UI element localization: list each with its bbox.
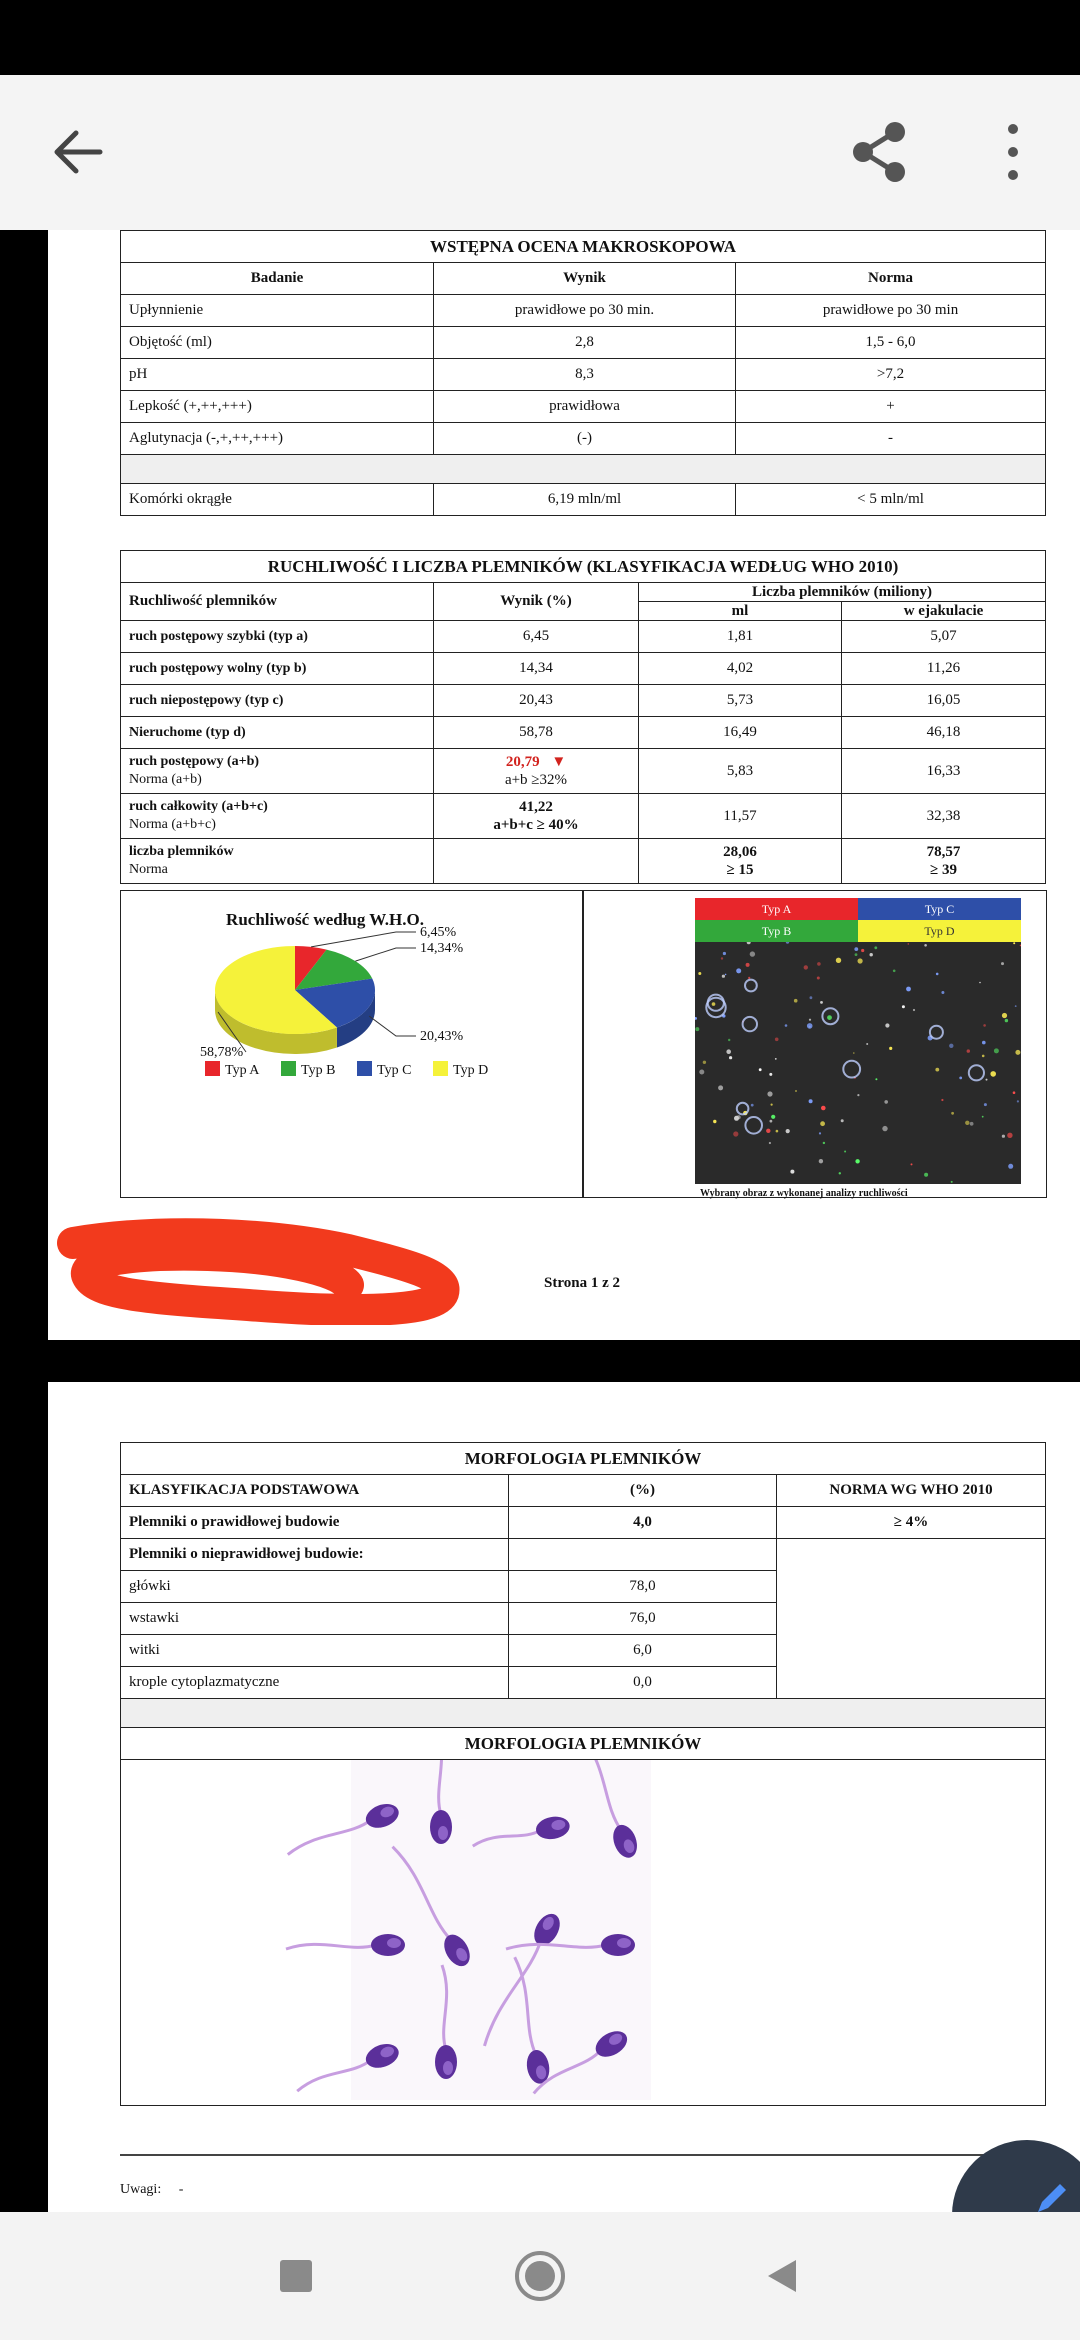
legend-swatch bbox=[281, 1061, 296, 1076]
table-row bbox=[121, 484, 1046, 516]
cell: Objętość (ml) bbox=[121, 327, 434, 359]
legend-label: Typ B bbox=[301, 1063, 336, 1078]
cell: Aglutynacja (-,+,++,+++) bbox=[121, 423, 434, 455]
microscope-cells bbox=[695, 942, 1021, 1184]
micro-label-typ-b: Typ B bbox=[695, 920, 858, 942]
cell: 2,8 bbox=[434, 327, 736, 359]
cell: 11,57 bbox=[639, 794, 842, 839]
table-row bbox=[121, 621, 1046, 653]
ab-norm: a+b ≥32% bbox=[504, 772, 568, 788]
document-page-1 bbox=[48, 230, 1080, 1340]
cell: < 5 mln/ml bbox=[736, 484, 1046, 516]
legend-swatch bbox=[433, 1061, 448, 1076]
cell: prawidłowa bbox=[434, 391, 736, 423]
cell: 58,78 bbox=[434, 717, 639, 749]
abc-label: ruch całkowity (a+b+c) bbox=[129, 799, 268, 814]
page-number: Strona 1 z 2 bbox=[544, 1275, 620, 1291]
micro-label-typ-c: Typ C bbox=[858, 898, 1021, 920]
cell: pH bbox=[121, 359, 434, 391]
low-flag-icon: ▼ bbox=[551, 754, 567, 770]
cell: 5,83 bbox=[639, 749, 842, 794]
cell: Lepkość (+,++,+++) bbox=[121, 391, 434, 423]
cell: 5,07 bbox=[842, 621, 1046, 653]
table-row bbox=[121, 1539, 1046, 1571]
system-navigation-bar bbox=[0, 2212, 1080, 2340]
cell: ruch postępowy wolny (typ b) bbox=[121, 653, 434, 685]
document-page-2 bbox=[48, 1382, 1080, 2212]
morphology-image-cell bbox=[121, 1760, 1046, 2106]
table-row bbox=[121, 653, 1046, 685]
pie-value-label: 14,34% bbox=[420, 941, 464, 956]
morphology-table bbox=[120, 1442, 1046, 2106]
table-row-abc bbox=[121, 794, 1046, 839]
micro-label-typ-a: Typ A bbox=[695, 898, 858, 920]
legend-label: Typ C bbox=[377, 1063, 412, 1078]
header-norma: Norma bbox=[736, 263, 1046, 295]
table-title: WSTĘPNA OCENA MAKROSKOPOWA bbox=[121, 231, 1046, 263]
header-percent: (%) bbox=[509, 1475, 777, 1507]
count-ml: 28,06 bbox=[723, 844, 757, 860]
header-badanie: Badanie bbox=[121, 263, 434, 295]
legend-swatch bbox=[205, 1061, 220, 1076]
spacer-row bbox=[121, 455, 1046, 484]
remarks-label: Uwagi: bbox=[120, 2182, 162, 2197]
pie-value-label: 6,45% bbox=[420, 925, 457, 940]
cell: Plemniki o nieprawidłowej budowie: bbox=[121, 1539, 509, 1571]
cell: 76,0 bbox=[509, 1603, 777, 1635]
table-row-count bbox=[121, 839, 1046, 884]
cell: - bbox=[736, 423, 1046, 455]
table-row bbox=[121, 391, 1046, 423]
cell: 32,38 bbox=[842, 794, 1046, 839]
app-bar bbox=[0, 75, 1080, 230]
header-result: Wynik (%) bbox=[434, 583, 639, 621]
count-ejaculate-norm: ≥ 39 bbox=[930, 862, 957, 878]
cell: 0,0 bbox=[509, 1667, 777, 1699]
abc-norm-label: Norma (a+b+c) bbox=[129, 817, 216, 832]
cell: Plemniki o prawidłowej budowie bbox=[121, 1507, 509, 1539]
header-wynik: Wynik bbox=[434, 263, 736, 295]
ab-label: ruch postępowy (a+b) bbox=[129, 754, 260, 769]
cell: 8,3 bbox=[434, 359, 736, 391]
pie-value-label: 20,43% bbox=[420, 1029, 464, 1044]
header-classification: KLASYFIKACJA PODSTAWOWA bbox=[121, 1475, 509, 1507]
abc-value: 41,22 bbox=[519, 799, 553, 815]
count-ml-norm: ≥ 15 bbox=[726, 862, 754, 878]
cell: 14,34 bbox=[434, 653, 639, 685]
table-title: MORFOLOGIA PLEMNIKÓW bbox=[121, 1443, 1046, 1475]
image-section-title: MORFOLOGIA PLEMNIKÓW bbox=[121, 1728, 1046, 1760]
header-count-group: Liczba plemników (miliony) bbox=[639, 583, 1046, 602]
cell: 6,45 bbox=[434, 621, 639, 653]
remarks-value: - bbox=[178, 2182, 184, 2197]
cell: + bbox=[736, 391, 1046, 423]
count-label: liczba plemników bbox=[129, 844, 234, 859]
legend-label: Typ D bbox=[453, 1063, 489, 1078]
header-ejaculate: w ejakulacie bbox=[842, 602, 1046, 621]
table-row bbox=[121, 327, 1046, 359]
cell: 46,18 bbox=[842, 717, 1046, 749]
table-row bbox=[121, 423, 1046, 455]
table-row bbox=[121, 1507, 1046, 1539]
cell: Komórki okrągłe bbox=[121, 484, 434, 516]
header-who-norm: NORMA WG WHO 2010 bbox=[777, 1475, 1046, 1507]
cell: 5,73 bbox=[639, 685, 842, 717]
divider bbox=[120, 2154, 1045, 2156]
cell: (-) bbox=[434, 423, 736, 455]
macroscopic-table bbox=[120, 230, 1046, 516]
legend-label: Typ A bbox=[225, 1063, 260, 1078]
cell: ruch postępowy szybki (typ a) bbox=[121, 621, 434, 653]
spacer-row bbox=[121, 1699, 1046, 1728]
cell: 11,26 bbox=[842, 653, 1046, 685]
cell: Nieruchome (typ d) bbox=[121, 717, 434, 749]
cell: 1,5 - 6,0 bbox=[736, 327, 1046, 359]
microscope-caption: Wybrany obraz z wykonanej analizy ruchliwości bbox=[700, 1188, 908, 1199]
recent-apps-button[interactable] bbox=[280, 2260, 312, 2292]
table-title: RUCHLIWOŚĆ I LICZBA PLEMNIKÓW (KLASYFIKACJA WEDŁUG WHO 2010) bbox=[121, 551, 1046, 583]
more-options-icon[interactable] bbox=[993, 117, 1033, 187]
pie-leader-line bbox=[311, 932, 416, 947]
cell: 20,43 bbox=[434, 685, 639, 717]
table-row-ab bbox=[121, 749, 1046, 794]
table-row bbox=[121, 685, 1046, 717]
count-norm-label: Norma bbox=[129, 862, 168, 877]
pie-leader-line bbox=[355, 948, 416, 961]
back-nav-button[interactable] bbox=[762, 2256, 802, 2296]
cell: 4,0 bbox=[509, 1507, 777, 1539]
cell: wstawki bbox=[121, 1603, 509, 1635]
cell: 16,49 bbox=[639, 717, 842, 749]
table-row bbox=[121, 717, 1046, 749]
abc-norm: a+b+c ≥ 40% bbox=[493, 817, 579, 833]
home-button[interactable] bbox=[514, 2250, 566, 2302]
legend-swatch bbox=[357, 1061, 372, 1076]
redaction-scribble bbox=[48, 1215, 468, 1325]
cell: >7,2 bbox=[736, 359, 1046, 391]
cell: ≥ 4% bbox=[777, 1507, 1046, 1539]
table-row bbox=[121, 295, 1046, 327]
cell: 16,05 bbox=[842, 685, 1046, 717]
cell: 6,19 mln/ml bbox=[434, 484, 736, 516]
back-arrow-icon[interactable] bbox=[46, 120, 110, 184]
cell: prawidłowe po 30 min. bbox=[434, 295, 736, 327]
micro-label-typ-d: Typ D bbox=[858, 920, 1021, 942]
header-ml: ml bbox=[639, 602, 842, 621]
table-row bbox=[121, 359, 1046, 391]
pie-value-label: 58,78% bbox=[200, 1045, 244, 1060]
remarks bbox=[120, 2182, 183, 2198]
status-bar bbox=[0, 0, 1080, 75]
share-icon[interactable] bbox=[845, 117, 915, 187]
sperm-morphology-image bbox=[121, 1760, 1046, 2100]
cell: 1,81 bbox=[639, 621, 842, 653]
cell: krople cytoplazmatyczne bbox=[121, 1667, 509, 1699]
count-ejaculate: 78,57 bbox=[926, 844, 961, 860]
cell: 16,33 bbox=[842, 749, 1046, 794]
header-motility: Ruchliwość plemników bbox=[121, 583, 434, 621]
motility-table bbox=[120, 550, 1046, 884]
cell: 78,0 bbox=[509, 1571, 777, 1603]
cell: prawidłowe po 30 min bbox=[736, 295, 1046, 327]
cell: 6,0 bbox=[509, 1635, 777, 1667]
cell: główki bbox=[121, 1571, 509, 1603]
sperm-cell bbox=[286, 1934, 405, 1956]
ab-value: 20,79 bbox=[505, 754, 540, 770]
ab-norm-label: Norma (a+b) bbox=[129, 772, 202, 787]
motility-pie-chart bbox=[120, 890, 582, 1196]
chart-title: Ruchliwość według W.H.O. bbox=[226, 910, 424, 929]
microscope-image bbox=[695, 898, 1021, 1184]
cell: Upłynnienie bbox=[121, 295, 434, 327]
cell: witki bbox=[121, 1635, 509, 1667]
cell: ruch niepostępowy (typ c) bbox=[121, 685, 434, 717]
pie-leader-line bbox=[369, 1016, 416, 1036]
cell: 4,02 bbox=[639, 653, 842, 685]
